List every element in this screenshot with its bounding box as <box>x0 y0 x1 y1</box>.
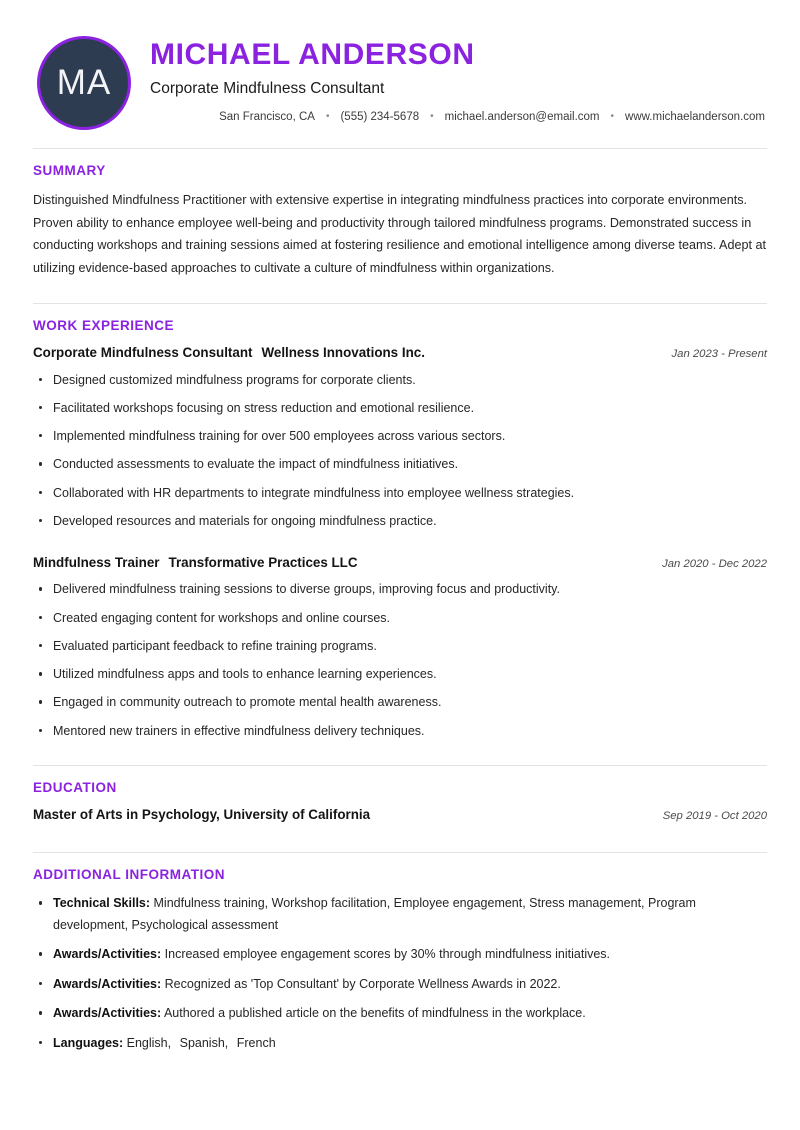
list-item <box>33 893 767 936</box>
language-value: English, <box>126 1035 172 1050</box>
section-title-summary: SUMMARY <box>33 163 106 178</box>
list-item: Implemented mindfulness training for over 500 employees across various sectors. <box>33 427 767 446</box>
languages-label: Languages: <box>53 1035 124 1050</box>
section-title-education: EDUCATION <box>33 779 117 795</box>
contact-separator-icon: • <box>610 111 615 123</box>
list-item <box>33 944 767 966</box>
info-label: Awards/Activities: <box>53 1006 162 1021</box>
list-item: Engaged in community outreach to promote mental health awareness. <box>33 693 767 712</box>
contact-email[interactable]: michael.anderson@email.com <box>444 111 600 124</box>
section-title-additional-information: ADDITIONAL INFORMATION <box>33 867 225 883</box>
contact-separator-icon: • <box>325 111 330 123</box>
work-entry-position: Mindfulness Trainer <box>33 555 160 571</box>
contact-phone[interactable]: (555) 234-5678 <box>340 111 420 124</box>
work-entry-bullets <box>33 580 767 740</box>
work-entry-date: Jan 2023 - Present <box>671 348 767 361</box>
education-date: Sep 2019 - Oct 2020 <box>662 809 767 822</box>
summary-text: Distinguished Mindfulness Practitioner with extensive expertise in integrating mindfulness practices into corporate environments. Proven ability to enhance employee well-being and productivity through tailored mindfulness programs. Demonstrated success in conducting workshops and training sessions aimed at fostering resilience and emotional intelligence among diverse teams. Adept at utilizing evidence-based approaches to cultivate a culture of mindfulness within organizations. <box>33 193 766 275</box>
work-entry-position: Corporate Mindfulness Consultant <box>33 345 253 361</box>
info-label: Awards/Activities: <box>53 976 162 991</box>
info-label: Technical Skills: <box>53 896 151 911</box>
section-title-work-experience: WORK EXPERIENCE <box>33 318 175 334</box>
work-entry-bullets <box>33 371 767 531</box>
avatar-initials: MA <box>56 63 112 102</box>
page-title: MICHAEL ANDERSON <box>150 38 475 71</box>
work-entry <box>33 344 767 545</box>
section-summary <box>33 149 767 293</box>
contact-location: San Francisco, CA <box>219 111 315 124</box>
language-value: French <box>236 1035 276 1050</box>
work-entry-company: Transformative Practices LLC <box>168 555 358 571</box>
contact-separator-icon: • <box>430 111 434 123</box>
additional-information-list <box>33 893 767 1054</box>
info-value: Increased employee engagement scores by 30% through mindfulness initiatives. <box>164 947 611 962</box>
header-job-title: Corporate Mindfulness Consultant <box>150 79 385 97</box>
work-entry-header <box>33 344 767 361</box>
list-item: Utilized mindfulness apps and tools to enhance learning experiences. <box>33 665 767 684</box>
list-item <box>33 974 767 996</box>
work-entry-title-line <box>33 554 358 571</box>
section-additional-information <box>33 853 767 1054</box>
list-item: Mentored new trainers in effective mindfulness delivery techniques. <box>33 722 767 741</box>
info-value: Recognized as 'Top Consultant' by Corporate Wellness Awards in 2022. <box>164 976 561 991</box>
list-item: Collaborated with HR departments to integrate mindfulness into employee wellness strategies. <box>33 484 767 503</box>
work-entry-date: Jan 2020 - Dec 2022 <box>662 558 767 571</box>
education-degree: Master of Arts in Psychology, University of California <box>33 806 371 822</box>
language-value: Spanish, <box>179 1035 229 1050</box>
list-item: Designed customized mindfulness programs for corporate clients. <box>33 371 767 390</box>
list-item: Facilitated workshops focusing on stress reduction and emotional resilience. <box>33 399 767 418</box>
work-entry-company: Wellness Innovations Inc. <box>261 345 425 361</box>
work-entry <box>33 545 767 755</box>
header-text-block <box>131 30 767 123</box>
contact-info <box>150 111 767 123</box>
info-label: Awards/Activities: <box>53 947 162 962</box>
info-value: Mindfulness training, Workshop facilitation, Employee engagement, Stress management, Program development, Psychological assessment <box>53 896 696 932</box>
work-entry-title-line <box>33 344 425 361</box>
list-item: Evaluated participant feedback to refine training programs. <box>33 637 767 656</box>
info-value: Authored a published article on the benefits of mindfulness in the workplace. <box>163 1006 586 1021</box>
list-item-languages <box>33 1033 767 1055</box>
list-item: Developed resources and materials for ongoing mindfulness practice. <box>33 512 767 531</box>
resume-header <box>33 30 767 138</box>
list-item: Created engaging content for workshops and online courses. <box>33 609 767 628</box>
list-item: Conducted assessments to evaluate the impact of mindfulness initiatives. <box>33 455 767 474</box>
section-work-experience <box>33 304 767 755</box>
education-entry-header <box>33 806 767 823</box>
avatar <box>37 36 131 130</box>
contact-website[interactable]: www.michaelanderson.com <box>625 111 765 124</box>
section-education <box>33 766 767 842</box>
list-item <box>33 1003 767 1025</box>
list-item: Delivered mindfulness training sessions to diverse groups, improving focus and productivity. <box>33 580 767 599</box>
work-entry-header <box>33 554 767 571</box>
education-entry <box>33 806 767 842</box>
